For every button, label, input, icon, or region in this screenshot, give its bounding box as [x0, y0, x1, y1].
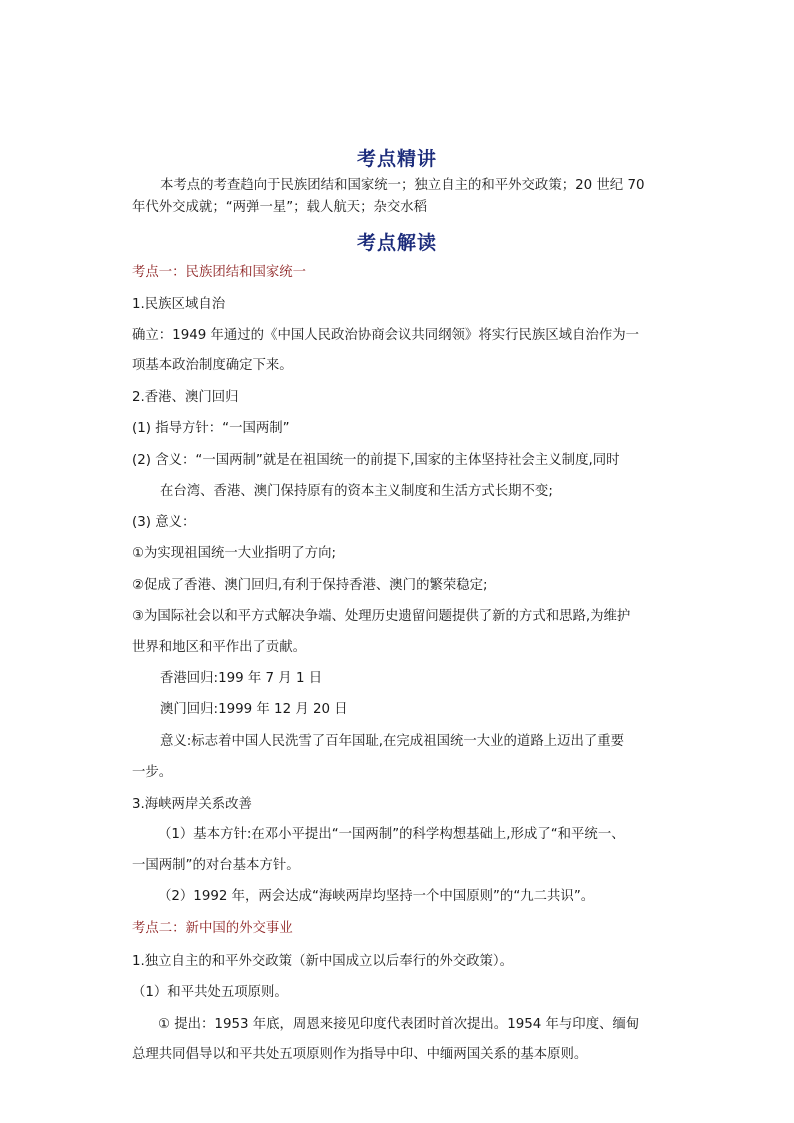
point-one-title: 考点一：民族团结和国家统一 [132, 265, 307, 280]
list-item-continuation: 世界和地区和平作出了贡献。 [132, 640, 307, 655]
list-item: ① 提出：1953 年底，周恩来接见印度代表团时首次提出。1954 年与印度、缅甸 [158, 1017, 640, 1032]
point-two-title: 考点二：新中国的外交事业 [132, 921, 293, 936]
paragraph-line: 一步。 [132, 765, 173, 780]
list-item: (3) 意义： [132, 515, 196, 530]
paragraph-line: 意义:标志着中国人民洗雪了百年国耻,在完成祖国统一大业的道路上迈出了重要 [160, 734, 625, 749]
subsection-heading: 1.独立自主的和平外交政策（新中国成立以后奉行的外交政策）。 [132, 954, 514, 969]
list-item: ①为实现祖国统一大业指明了方向; [132, 546, 336, 561]
subsection-3-heading: 3.海峡两岸关系改善 [132, 797, 252, 812]
paragraph-line: 确立：1949 年通过的《中国人民政治协商会议共同纲领》将实行民族区域自治作为一 [132, 328, 640, 343]
list-item: (1) 指导方针：“一国两制” [132, 421, 290, 436]
paragraph-line: 项基本政治制度确定下来。 [132, 358, 293, 373]
intro-line-1: 本考点的考查趋向于民族团结和国家统一；独立自主的和平外交政策；20 世纪 70 [160, 178, 645, 193]
list-item: ③为国际社会以和平方式解决争端、处理历史遗留问题提供了新的方式和思路,为维护 [132, 609, 631, 624]
section-title-interpretation: 考点解读 [356, 232, 437, 254]
subsection-1-heading: 1.民族区域自治 [132, 297, 226, 312]
section-title-key-points: 考点精讲 [356, 148, 437, 170]
intro-line-2: 年代外交成就；“两弹一星”；载人航天；杂交水稻 [132, 200, 428, 215]
list-item: （1）基本方针:在邓小平提出“一国两制”的科学构想基础上,形成了“和平统一、 [158, 827, 625, 842]
hong-kong-return-date: 香港回归:199 年 7 月 1 日 [160, 671, 323, 686]
macau-return-date: 澳门回归:1999 年 12 月 20 日 [160, 702, 348, 717]
list-item-continuation: 一国两制”的对台基本方针。 [132, 858, 300, 873]
list-item-continuation: 总理共同倡导以和平共处五项原则作为指导中印、中缅两国关系的基本原则。 [132, 1047, 588, 1062]
list-item: ②促成了香港、澳门回归,有利于保持香港、澳门的繁荣稳定; [132, 578, 488, 593]
list-item-continuation: 在台湾、香港、澳门保持原有的资本主义制度和生活方式长期不变; [160, 484, 553, 499]
list-item: （2）1992 年，两会达成“海峡两岸均坚持一个中国原则”的“九二共识”。 [158, 889, 595, 904]
subsection-2-heading: 2.香港、澳门回归 [132, 390, 239, 405]
list-item: （1）和平共处五项原则。 [132, 985, 288, 1000]
list-item: (2) 含义：“一国两制”就是在祖国统一的前提下,国家的主体坚持社会主义制度,同时 [132, 453, 620, 468]
